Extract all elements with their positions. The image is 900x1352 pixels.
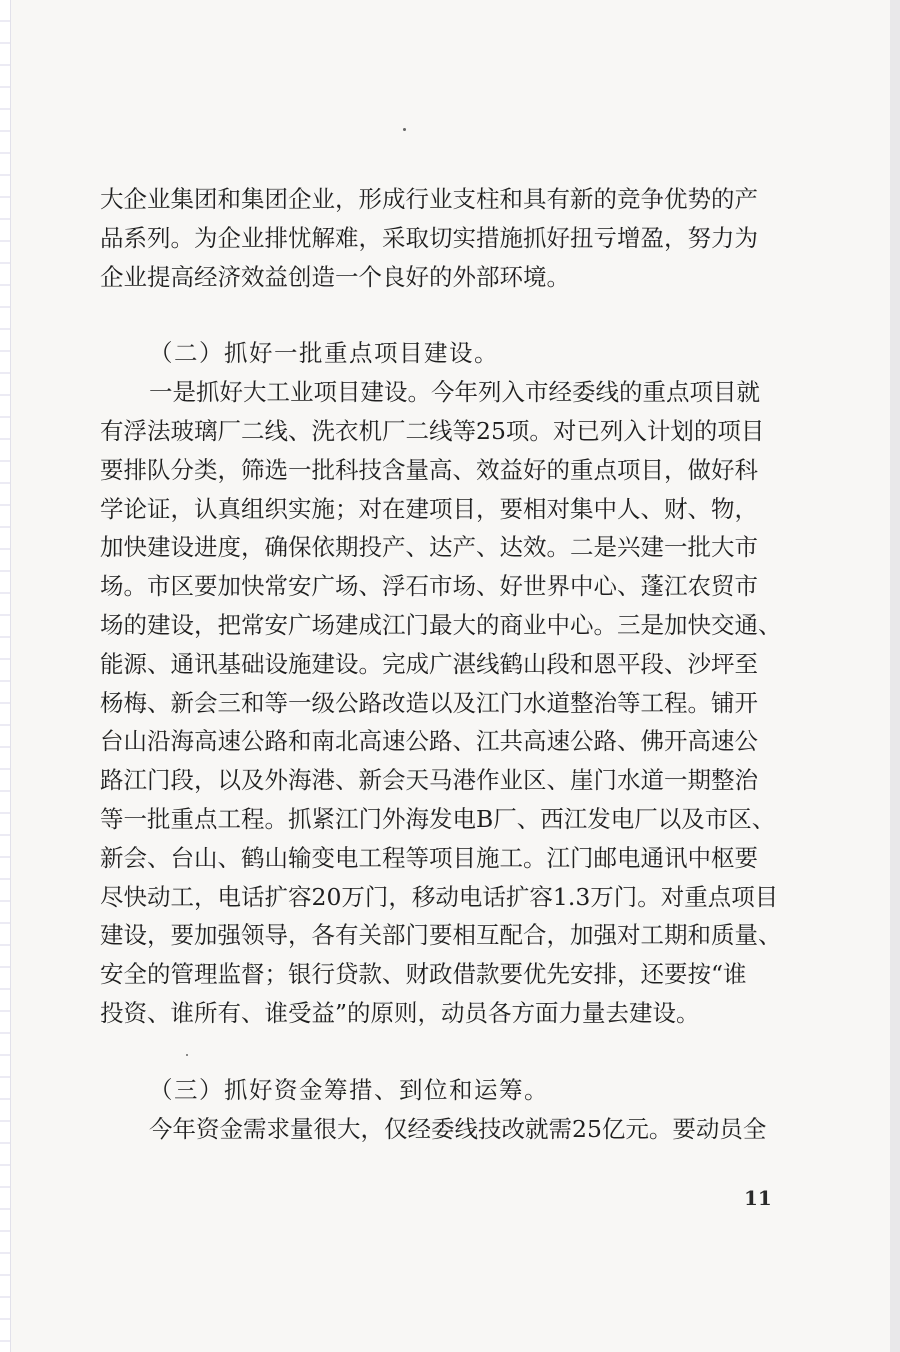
paragraph-gap xyxy=(100,1033,800,1071)
text-line: 台山沿海高速公路和南北高速公路、江共高速公路、佛开高速公 xyxy=(100,727,758,756)
text-line: 新会、台山、鹤山输变电工程等项目施工。江门邮电通讯中枢要 xyxy=(100,843,758,872)
text-line: 杨梅、新会三和等一级公路改造以及江门水道整治等工程。铺开 xyxy=(100,688,758,717)
text-line: 大企业集团和集团企业，形成行业支柱和具有新的竞争优势的产 xyxy=(100,185,758,213)
text-line: 投资、谁所有、谁受益”的原则，动员各方面力量去建设。 xyxy=(100,998,700,1027)
text-line: 尽快动工，电话扩容20万门，移动电话扩容1.3万门。对重点项目 xyxy=(100,882,779,911)
text-line: 企业提高经济效益创造一个良好的外部环境。 xyxy=(100,262,570,291)
text-line: 场。市区要加快常安广场、浮石市场、好世界中心、蓬江农贸市 xyxy=(100,572,758,601)
text-line: 要排队分类，筛选一批科技含量高、效益好的重点项目，做好科 xyxy=(100,455,758,484)
section-heading: （二）抓好一批重点项目建设。 xyxy=(149,339,499,368)
text-line: 今年资金需求量很大，仅经委线技改就需25亿元。要动员全 xyxy=(149,1114,767,1143)
text-line: 有浮法玻璃厂二线、洗衣机厂二线等25项。对已列入计划的项目 xyxy=(100,416,765,445)
body-text xyxy=(100,180,800,1148)
text-line: 路江门段，以及外海港、新会天马港作业区、崖门水道一期整治 xyxy=(100,766,758,795)
text-line: 加快建设进度，确保依期投产、达产、达效。二是兴建一批大市 xyxy=(100,533,758,562)
text-line: 等一批重点工程。抓紧江门外海发电B厂、西江发电厂以及市区、 xyxy=(100,804,776,833)
text-line: 品系列。为企业排忧解难，采取切实措施抓好扭亏增盈，努力为 xyxy=(100,223,758,252)
text-line: 场的建设，把常安广场建成江门最大的商业中心。三是加快交通、 xyxy=(100,610,782,639)
text-line: 能源、通讯基础设施建设。完成广湛线鹤山段和恩平段、沙坪至 xyxy=(100,649,758,678)
scan-speck xyxy=(403,128,406,131)
text-line: 学论证，认真组织实施；对在建项目，要相对集中人、财、物， xyxy=(100,494,758,523)
page-number: 11 xyxy=(744,1186,772,1210)
page-edge-shadow xyxy=(890,0,900,1352)
paragraph-gap xyxy=(100,296,800,334)
binding-edge xyxy=(0,0,11,1352)
section-heading: （三）抓好资金筹措、到位和运筹。 xyxy=(149,1075,549,1104)
text-line: 建设，要加强领导，各有关部门要相互配合，加强对工期和质量、 xyxy=(100,921,782,950)
text-line: 安全的管理监督；银行贷款、财政借款要优先安排，还要按“谁 xyxy=(100,960,747,989)
text-line: 一是抓好大工业项目建设。今年列入市经委线的重点项目就 xyxy=(149,378,760,407)
